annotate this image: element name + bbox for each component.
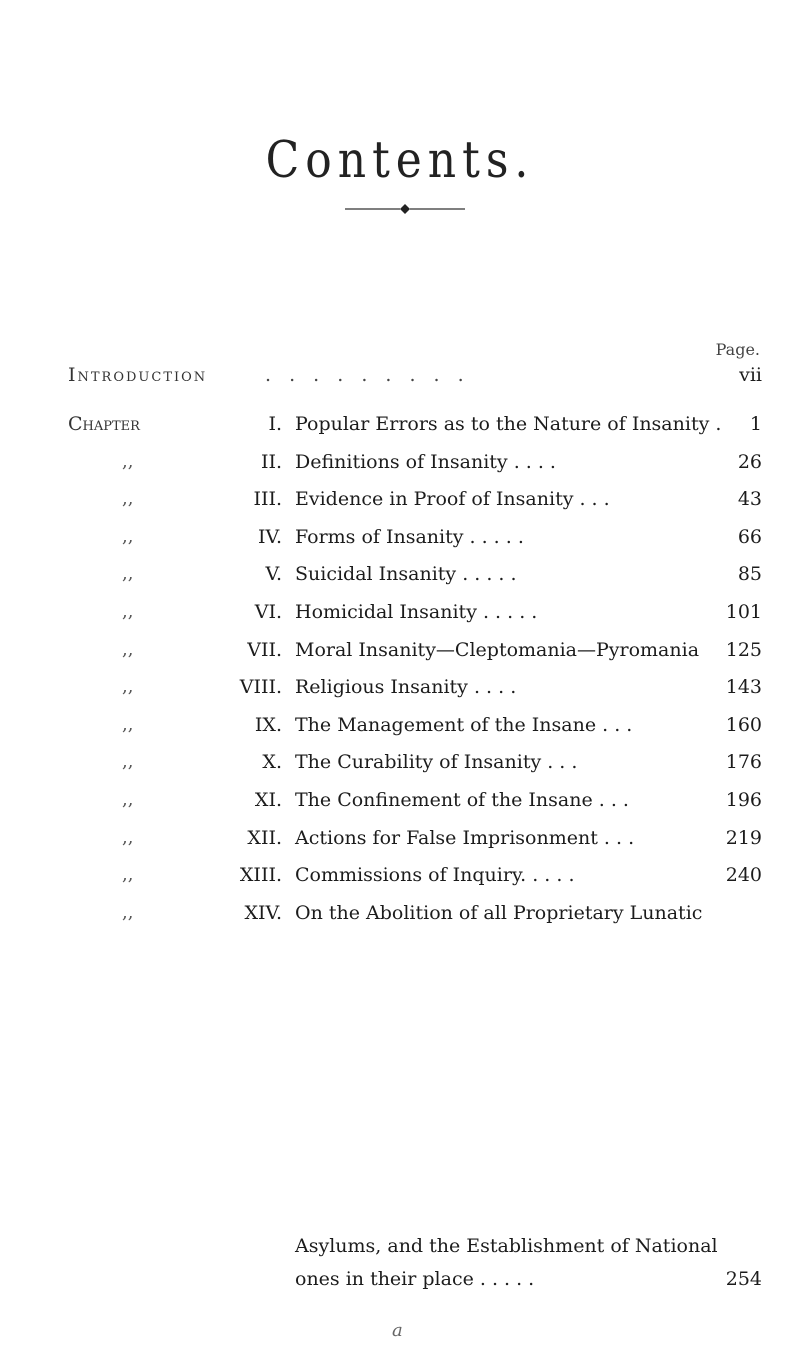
chapter-title: Religious Insanity . . . . [295,676,517,698]
chapter-title: Popular Errors as to the Nature of Insanity . [295,413,722,435]
chapter-number: I. [268,413,282,435]
introduction-leaders: . . . . . . . . . [265,364,470,386]
toc-page-number: 143 [725,676,762,698]
signature-mark: a [392,1320,403,1341]
toc-page-number: 160 [725,714,762,736]
chapter-number: X. [262,751,282,773]
toc-entry-chapter[interactable] [0,860,800,890]
toc-page-number: 85 [737,563,762,585]
chapter-title: Homicidal Insanity . . . . . [295,601,538,623]
toc-continuation-line: ones in their place . . . . . [295,1268,535,1290]
toc-entry-chapter[interactable] [0,522,800,552]
toc-entry-chapter[interactable] [0,672,800,702]
chapter-word: Chapter [68,413,140,435]
toc-entry-chapter[interactable] [0,447,800,477]
ditto-mark: ,, [122,526,134,547]
chapter-number: II. [260,451,282,473]
chapter-number: IV. [258,526,282,548]
ditto-mark: ,, [122,488,134,509]
toc-page-number: 43 [737,488,762,510]
chapter-number: V. [265,563,282,585]
ditto-mark: ,, [122,601,134,622]
chapter-number: VIII. [239,676,282,698]
chapter-title: Forms of Insanity . . . . . [295,526,524,548]
ditto-mark: ,, [122,751,134,772]
ditto-mark: ,, [122,676,134,697]
introduction-page-number: vii [739,364,762,386]
chapter-number: IX. [254,714,282,736]
toc-entry-chapter[interactable] [0,898,800,928]
chapter-number: XIV. [244,902,282,924]
chapter-title: On the Abolition of all Proprietary Lunatic [295,902,703,924]
ditto-mark: ,, [122,563,134,584]
toc-entry-chapter[interactable] [0,635,800,665]
chapter-number: VI. [254,601,282,623]
chapter-title: Moral Insanity—Cleptomania—Pyromania [295,639,700,661]
toc-page-number: 219 [725,827,762,849]
toc-entry-chapter[interactable] [0,823,800,853]
toc-entry-chapter[interactable] [0,710,800,740]
chapter-title: Definitions of Insanity . . . . [295,451,556,473]
ditto-mark: ,, [122,451,134,472]
chapter-number: XII. [247,827,282,849]
toc-entry-chapter[interactable] [0,747,800,777]
toc-page-number: 101 [725,601,762,623]
chapter-title: Commissions of Inquiry. . . . . [295,864,575,886]
ditto-mark: ,, [122,864,134,885]
diamond-rule-ornament [340,201,470,217]
chapter-number: III. [253,488,282,510]
chapter-number: XIII. [239,864,282,886]
toc-page-number: 1 [749,413,762,435]
chapter-title: Evidence in Proof of Insanity . . . [295,488,610,510]
introduction-label: Introduction [68,364,208,386]
chapter-number: XI. [254,789,282,811]
toc-page-number: 26 [737,451,762,473]
chapter-title: Suicidal Insanity . . . . . [295,563,517,585]
ditto-mark: ,, [122,902,134,923]
chapter-title: The Confinement of the Insane . . . [295,789,629,811]
toc-entry-chapter[interactable] [0,785,800,815]
toc-entry-chapter[interactable] [0,559,800,589]
toc-entry-chapter[interactable] [0,409,800,439]
toc-page-number: 196 [725,789,762,811]
ditto-mark: ,, [122,714,134,735]
contents-heading: Contents. [265,131,535,190]
chapter-title: The Management of the Insane . . . [295,714,633,736]
toc-page-number: 240 [725,864,762,886]
chapter-number: VII. [247,639,282,661]
ditto-mark: ,, [122,639,134,660]
toc-entry-continuation [0,1231,800,1261]
toc-entry-introduction[interactable] [0,360,800,390]
toc-entry-chapter[interactable] [0,484,800,514]
toc-continuation-line: Asylums, and the Establishment of National [295,1235,718,1257]
toc-entry-continuation [0,1264,800,1294]
toc-page-number: 254 [725,1268,762,1290]
chapter-title: The Curability of Insanity . . . [295,751,578,773]
ditto-mark: ,, [122,827,134,848]
toc-page-number: 66 [737,526,762,548]
page-column-label: Page. [715,340,760,359]
chapter-title: Actions for False Imprisonment . . . [295,827,635,849]
toc-entry-chapter[interactable] [0,597,800,627]
ditto-mark: ,, [122,789,134,810]
toc-page-number: 125 [725,639,762,661]
toc-page-number: 176 [725,751,762,773]
